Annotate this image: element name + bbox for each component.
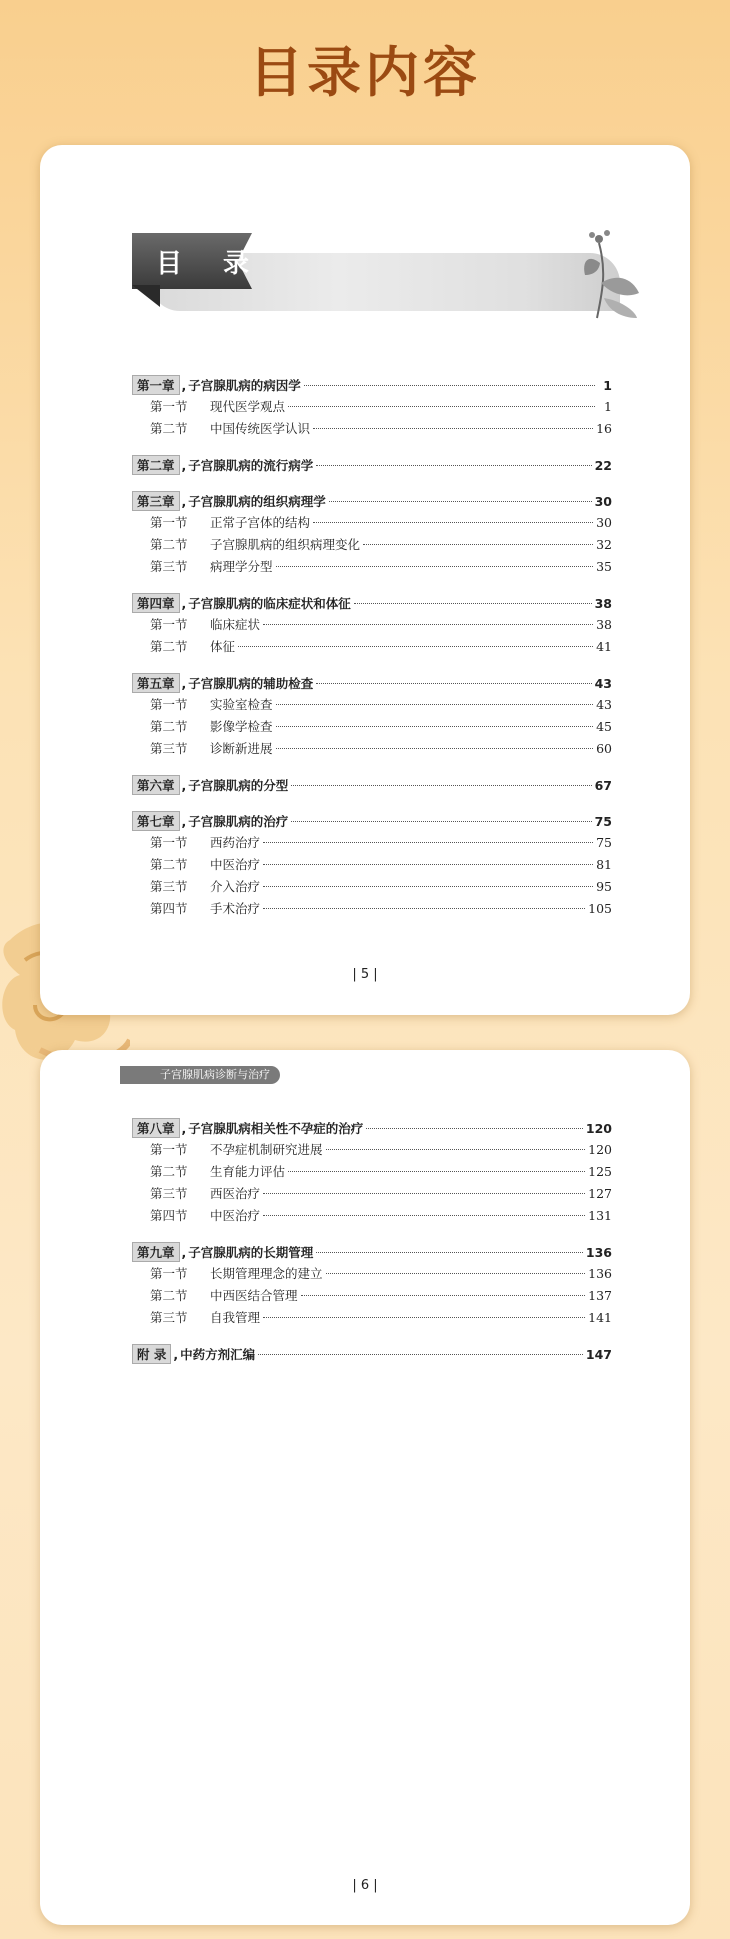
toc-page-2 bbox=[40, 1050, 690, 1925]
section-title: 正常子宫体的结构 bbox=[210, 515, 311, 530]
section-page: 81 bbox=[596, 857, 612, 872]
section-page: 105 bbox=[588, 901, 612, 916]
dot-leader bbox=[263, 864, 593, 865]
section-title: 不孕症机制研究进展 bbox=[210, 1142, 323, 1157]
section-line bbox=[132, 1184, 612, 1206]
chapter-tag: 附 录 bbox=[132, 1344, 171, 1364]
section-label: 第二节 bbox=[150, 719, 188, 734]
section-line bbox=[132, 899, 612, 921]
toc-heading: 目 录 bbox=[156, 249, 266, 279]
chapter-tag: 第七章 bbox=[132, 811, 180, 831]
section-line bbox=[132, 717, 612, 739]
chapter-title: 子宫腺肌病的组织病理学 bbox=[188, 494, 326, 509]
section-label: 第三节 bbox=[150, 1310, 188, 1325]
section-label: 第二节 bbox=[150, 639, 188, 654]
section-label: 第四节 bbox=[150, 901, 188, 916]
toc-heading-block bbox=[132, 223, 642, 319]
chapter-page: 120 bbox=[585, 1121, 612, 1136]
section-title: 影像学检查 bbox=[210, 719, 273, 734]
chapter-page: 43 bbox=[594, 676, 612, 691]
chapter-separator: , bbox=[181, 494, 187, 509]
toc-chapter bbox=[132, 375, 612, 441]
section-label: 第一节 bbox=[150, 697, 188, 712]
chapter-line bbox=[132, 593, 612, 615]
dot-leader bbox=[363, 544, 593, 545]
section-line bbox=[132, 419, 612, 441]
dot-leader bbox=[313, 428, 593, 429]
chapter-line bbox=[132, 775, 612, 797]
section-title: 西药治疗 bbox=[210, 835, 261, 850]
section-title: 体征 bbox=[210, 639, 236, 654]
section-page: 35 bbox=[596, 559, 612, 574]
dot-leader bbox=[316, 465, 591, 466]
chapter-page: 1 bbox=[603, 378, 612, 393]
section-page: 1 bbox=[604, 399, 612, 414]
chapter-title: 子宫腺肌病的长期管理 bbox=[188, 1245, 314, 1260]
chapter-tag: 第三章 bbox=[132, 491, 180, 511]
section-title: 西医治疗 bbox=[210, 1186, 261, 1201]
dot-leader bbox=[291, 821, 591, 822]
chapter-separator: , bbox=[181, 778, 187, 793]
section-page: 38 bbox=[596, 617, 612, 632]
banner-title: 目录内容 bbox=[249, 41, 481, 104]
chapter-line bbox=[132, 455, 612, 477]
dot-leader bbox=[326, 1273, 586, 1274]
chapter-title: 子宫腺肌病的治疗 bbox=[188, 814, 289, 829]
section-page: 137 bbox=[588, 1288, 612, 1303]
section-line bbox=[132, 877, 612, 899]
section-label: 第二节 bbox=[150, 537, 188, 552]
section-page: 45 bbox=[596, 719, 612, 734]
toc-page-1 bbox=[40, 145, 690, 1015]
dot-leader bbox=[263, 1215, 585, 1216]
section-label: 第二节 bbox=[150, 1288, 188, 1303]
section-title: 生育能力评估 bbox=[210, 1164, 286, 1179]
chapter-page: 75 bbox=[594, 814, 612, 829]
chapter-separator: , bbox=[181, 1121, 187, 1136]
section-label: 第三节 bbox=[150, 879, 188, 894]
section-page: 141 bbox=[588, 1310, 612, 1325]
section-title: 介入治疗 bbox=[210, 879, 261, 894]
chapter-line bbox=[132, 1242, 612, 1264]
section-label: 第一节 bbox=[150, 1142, 188, 1157]
dot-leader bbox=[263, 624, 593, 625]
toc-chapter bbox=[132, 1242, 612, 1330]
chapter-page: 38 bbox=[594, 596, 612, 611]
section-label: 第一节 bbox=[150, 1266, 188, 1281]
dot-leader bbox=[276, 726, 594, 727]
section-line bbox=[132, 1264, 612, 1286]
section-title: 病理学分型 bbox=[210, 559, 273, 574]
dot-leader bbox=[288, 1171, 585, 1172]
dot-leader bbox=[326, 1149, 586, 1150]
section-title: 中医治疗 bbox=[210, 1208, 261, 1223]
chapter-page: 30 bbox=[594, 494, 612, 509]
dot-leader bbox=[258, 1354, 583, 1355]
section-line bbox=[132, 397, 612, 419]
section-line bbox=[132, 695, 612, 717]
toc-chapter bbox=[132, 811, 612, 921]
section-title: 子宫腺肌病的组织病理变化 bbox=[210, 537, 361, 552]
toc-list-page-2 bbox=[132, 1118, 612, 1380]
dot-leader bbox=[276, 566, 594, 567]
section-line bbox=[132, 1206, 612, 1228]
section-title: 诊断新进展 bbox=[210, 741, 273, 756]
chapter-title: 子宫腺肌病的辅助检查 bbox=[188, 676, 314, 691]
chapter-tag: 第二章 bbox=[132, 455, 180, 475]
dot-leader bbox=[313, 522, 593, 523]
toc-list-page-1 bbox=[132, 375, 612, 935]
section-line bbox=[132, 1286, 612, 1308]
section-page: 43 bbox=[596, 697, 612, 712]
chapter-tag: 第五章 bbox=[132, 673, 180, 693]
section-label: 第一节 bbox=[150, 399, 188, 414]
section-title: 实验室检查 bbox=[210, 697, 273, 712]
chapter-separator: , bbox=[181, 814, 187, 829]
section-line bbox=[132, 615, 612, 637]
ribbon-curl bbox=[132, 285, 160, 307]
chapter-title: 子宫腺肌病的临床症状和体征 bbox=[188, 596, 351, 611]
chapter-separator: , bbox=[181, 596, 187, 611]
chapter-line bbox=[132, 1344, 612, 1366]
section-page: 136 bbox=[588, 1266, 612, 1281]
running-header: 子宫腺肌病诊断与治疗 bbox=[120, 1066, 280, 1084]
section-label: 第三节 bbox=[150, 741, 188, 756]
section-label: 第四节 bbox=[150, 1208, 188, 1223]
toc-chapter bbox=[132, 491, 612, 579]
dot-leader bbox=[304, 385, 595, 386]
page-number: | 6 | bbox=[352, 1878, 378, 1893]
section-line bbox=[132, 739, 612, 761]
toc-chapter bbox=[132, 673, 612, 761]
section-label: 第二节 bbox=[150, 1164, 188, 1179]
section-title: 自我管理 bbox=[210, 1310, 261, 1325]
section-page: 125 bbox=[588, 1164, 612, 1179]
dot-leader bbox=[329, 501, 592, 502]
plant-illustration-icon bbox=[577, 223, 649, 319]
chapter-tag: 第四章 bbox=[132, 593, 180, 613]
dot-leader bbox=[291, 785, 591, 786]
dot-leader bbox=[263, 1193, 585, 1194]
section-line bbox=[132, 535, 612, 557]
section-title: 中西医结合管理 bbox=[210, 1288, 298, 1303]
dot-leader bbox=[366, 1128, 583, 1129]
section-page: 30 bbox=[596, 515, 612, 530]
dot-leader bbox=[276, 748, 594, 749]
section-label: 第二节 bbox=[150, 421, 188, 436]
chapter-line bbox=[132, 491, 612, 513]
dot-leader bbox=[316, 1252, 583, 1253]
chapter-separator: , bbox=[173, 1347, 179, 1362]
toc-chapter bbox=[132, 593, 612, 659]
page-number: | 5 | bbox=[352, 967, 378, 982]
chapter-line bbox=[132, 375, 612, 397]
toc-chapter bbox=[132, 775, 612, 797]
section-title: 临床症状 bbox=[210, 617, 261, 632]
section-line bbox=[132, 513, 612, 535]
chapter-separator: , bbox=[181, 1245, 187, 1260]
chapter-title: 子宫腺肌病相关性不孕症的治疗 bbox=[188, 1121, 364, 1136]
chapter-title: 子宫腺肌病的流行病学 bbox=[188, 458, 314, 473]
section-label: 第一节 bbox=[150, 835, 188, 850]
dot-leader bbox=[263, 1317, 585, 1318]
section-title: 中医治疗 bbox=[210, 857, 261, 872]
toc-chapter bbox=[132, 1118, 612, 1228]
section-page: 75 bbox=[596, 835, 612, 850]
chapter-tag: 第九章 bbox=[132, 1242, 180, 1262]
dot-leader bbox=[288, 406, 595, 407]
toc-chapter bbox=[132, 1344, 612, 1366]
chapter-separator: , bbox=[181, 458, 187, 473]
section-label: 第一节 bbox=[150, 515, 188, 530]
section-label: 第一节 bbox=[150, 617, 188, 632]
dot-leader bbox=[316, 683, 591, 684]
section-line bbox=[132, 833, 612, 855]
chapter-line bbox=[132, 1118, 612, 1140]
dot-leader bbox=[276, 704, 594, 705]
chapter-tag: 第六章 bbox=[132, 775, 180, 795]
chapter-separator: , bbox=[181, 378, 187, 393]
section-page: 16 bbox=[596, 421, 612, 436]
section-label: 第二节 bbox=[150, 857, 188, 872]
chapter-line bbox=[132, 673, 612, 695]
chapter-separator: , bbox=[181, 676, 187, 691]
section-page: 120 bbox=[588, 1142, 612, 1157]
section-page: 32 bbox=[596, 537, 612, 552]
chapter-page: 147 bbox=[585, 1347, 612, 1362]
section-line bbox=[132, 855, 612, 877]
section-title: 中国传统医学认识 bbox=[210, 421, 311, 436]
section-line bbox=[132, 637, 612, 659]
section-title: 长期管理理念的建立 bbox=[210, 1266, 323, 1281]
section-page: 60 bbox=[596, 741, 612, 756]
dot-leader bbox=[301, 1295, 586, 1296]
section-page: 95 bbox=[596, 879, 612, 894]
section-label: 第三节 bbox=[150, 1186, 188, 1201]
section-line bbox=[132, 1308, 612, 1330]
chapter-page: 67 bbox=[594, 778, 612, 793]
section-label: 第三节 bbox=[150, 559, 188, 574]
chapter-page: 136 bbox=[585, 1245, 612, 1260]
chapter-page: 22 bbox=[594, 458, 612, 473]
chapter-line bbox=[132, 811, 612, 833]
dot-leader bbox=[263, 842, 593, 843]
dot-leader bbox=[354, 603, 592, 604]
section-page: 41 bbox=[596, 639, 612, 654]
chapter-tag: 第八章 bbox=[132, 1118, 180, 1138]
section-page: 127 bbox=[588, 1186, 612, 1201]
dot-leader bbox=[238, 646, 593, 647]
chapter-tag: 第一章 bbox=[132, 375, 180, 395]
section-page: 131 bbox=[588, 1208, 612, 1223]
section-title: 现代医学观点 bbox=[210, 399, 286, 414]
chapter-title: 中药方剂汇编 bbox=[180, 1347, 256, 1362]
section-line bbox=[132, 1140, 612, 1162]
section-title: 手术治疗 bbox=[210, 901, 261, 916]
chapter-title: 子宫腺肌病的分型 bbox=[188, 778, 289, 793]
dot-leader bbox=[263, 886, 593, 887]
section-line bbox=[132, 1162, 612, 1184]
chapter-title: 子宫腺肌病的病因学 bbox=[188, 378, 301, 393]
toc-chapter bbox=[132, 455, 612, 477]
dot-leader bbox=[263, 908, 585, 909]
section-line bbox=[132, 557, 612, 579]
